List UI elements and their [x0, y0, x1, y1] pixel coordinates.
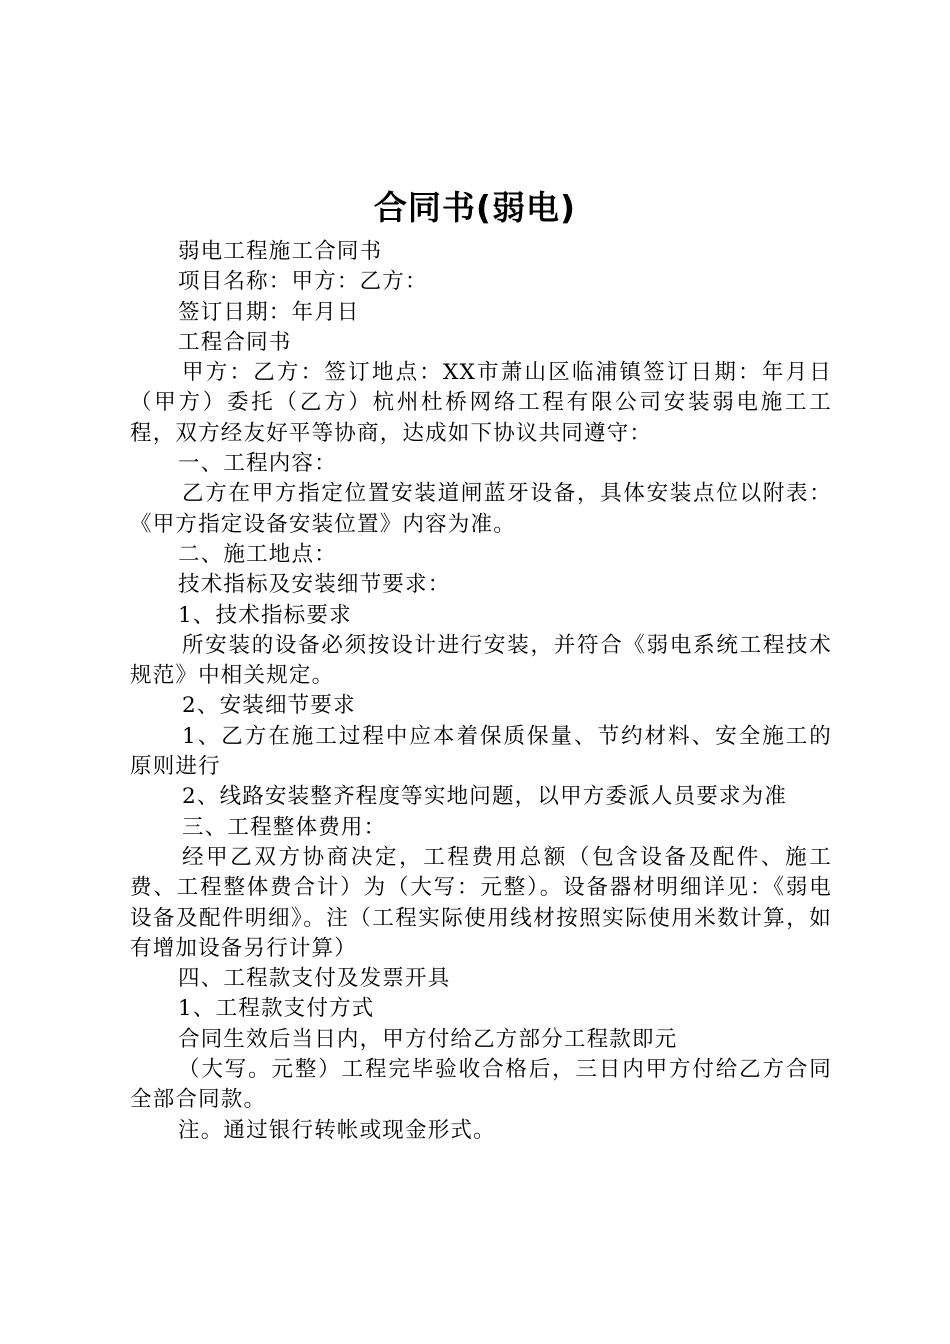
section-heading: 二、施工地点：	[178, 541, 337, 567]
section-heading: 一、工程内容：	[178, 451, 337, 477]
paragraph: 2、线路安装整齐程度等实地问题，以甲方委派人员要求为准	[182, 784, 788, 810]
paragraph: 经甲乙双方协商决定，工程费用总额（包含设备及配件、施工费、工程整体费合计）为（大写：元整）。设备器材明细详见：《弱电设备及配件明细》。注（工程实际使用线材按照实际使用米数计算，如有增加设备另行计算）	[130, 844, 832, 961]
subsection-heading: 1、技术指标要求	[178, 602, 352, 628]
document-body	[130, 237, 832, 1146]
section-heading: 四、工程款支付及发票开具	[178, 966, 451, 992]
section-heading: 三、工程整体费用：	[182, 814, 387, 840]
subsection-heading: 2、安装细节要求	[182, 693, 356, 719]
paragraph: 1、乙方在施工过程中应本着保质保量、节约材料、安全施工的原则进行	[130, 723, 832, 780]
paragraph: 合同生效后当日内，甲方付给乙方部分工程款即元	[178, 1026, 678, 1052]
paragraph: 乙方在甲方指定位置安装道闸蓝牙设备，具体安装点位以附表：《甲方指定设备安装位置》内容为准。	[130, 481, 832, 537]
paragraph: 弱电工程施工合同书	[178, 239, 383, 264]
paragraph: 工程合同书	[178, 329, 292, 355]
subsection-heading: 1、工程款支付方式	[178, 996, 375, 1022]
paragraph: 签订日期：年月日	[178, 299, 360, 325]
paragraph: 项目名称：甲方：乙方：	[178, 269, 428, 295]
paragraph: （大写。元整）工程完毕验收合格后，三日内甲方付给乙方合同全部合同款。	[130, 1057, 832, 1113]
paragraph: 甲方：乙方：签订地点：XX市萧山区临浦镇签订日期：年月日（甲方）委托（乙方）杭州杜桥网络工程有限公司安装弱电施工工程，双方经友好平等协商，达成如下协议共同遵守：	[130, 360, 832, 446]
paragraph: 所安装的设备必须按设计进行安装，并符合《弱电系统工程技术规范》中相关规定。	[130, 632, 832, 689]
document-title: 合同书(弱电)	[373, 188, 577, 227]
paragraph: 技术指标及安装细节要求：	[178, 572, 451, 598]
paragraph: 注。通过银行转帐或现金形式。	[178, 1117, 496, 1143]
